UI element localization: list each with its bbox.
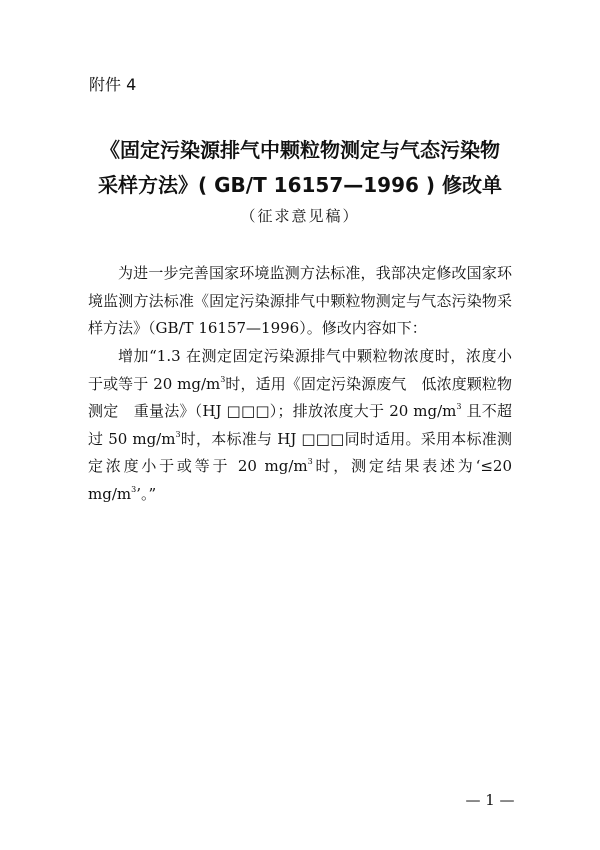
amendment-text-5: 时，测定结果表述为‘≤20 mg/m	[88, 457, 512, 503]
attachment-label: 附件 4	[89, 75, 137, 94]
unit-superscript-4: 3	[307, 456, 313, 466]
draft-subtitle: （征求意见稿）	[240, 207, 360, 225]
unit-superscript-1: 3	[220, 374, 226, 384]
amendment-text-3: 且不超过 50 mg/m	[88, 402, 512, 448]
amendment-paragraph	[88, 343, 512, 508]
page-number: — 1 —	[465, 791, 515, 809]
unit-superscript-3: 3	[175, 429, 181, 439]
document-title-line-1: 《固定污染源排气中颗粒物测定与气态污染物	[100, 138, 500, 162]
unit-superscript-5: 3	[131, 484, 137, 494]
document-title-line-2: 采样方法》( GB/T 16157—1996 ) 修改单	[98, 173, 502, 197]
amendment-text-1: 增加“1.3 在测定固定污染源排气中颗粒物浓度时，浓度小于或等于 20 mg/m	[88, 347, 512, 393]
amendment-text-4: 时，本标准与 HJ □□□同时适用。采用本标准测定浓度小于或等于 20 mg/m	[88, 429, 512, 475]
amendment-text-6: ’。”	[136, 484, 157, 503]
intro-paragraph: 为进一步完善国家环境监测方法标准，我部决定修改国家环境监测方法标准《固定污染源排气中颗粒物测定与气态污染物采样方法》（GB/T 16157—1996）。修改内容如下：	[88, 264, 512, 337]
unit-superscript-2: 3	[456, 401, 462, 411]
amendment-text-2: 时，适用《固定污染源废气 低浓度颗粒物测定 重量法》（HJ □□□）；排放浓度大于 20 mg/m	[88, 374, 512, 420]
